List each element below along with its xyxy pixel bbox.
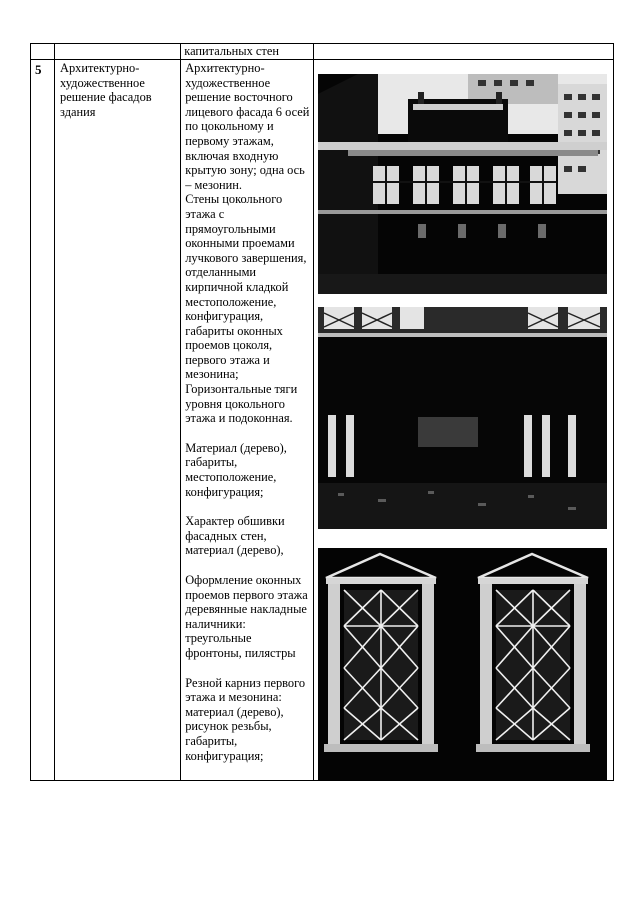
description-paragraph: Архитектурно-художественное решение восточного лицевого фасада 6 осей по цокольному и первому этажам, включая входную крытую зону; одна ось – мезонин. <box>185 61 310 192</box>
table-row-continuation <box>31 44 614 60</box>
description-paragraph: Оформление оконных проемов первого этажа деревянные накладные наличники: треугольные фронтоны, пилястры <box>185 573 308 660</box>
row-subject: Архитектурно-художественное решение фасадов здания <box>60 61 152 119</box>
description-paragraph: Характер обшивки фасадных стен, материал (дерево), <box>185 514 285 558</box>
photo-column <box>314 60 613 780</box>
description-paragraph: Резной карниз первого этажа и мезонина: материал (дерево), рисунок резьбы, габариты, конфигурация; <box>185 675 306 763</box>
row-number: 5 <box>35 62 42 77</box>
cell-photos <box>314 60 614 781</box>
cell-number <box>31 60 55 781</box>
cell-empty <box>31 44 55 60</box>
facade-building-photo <box>318 74 607 294</box>
cell-empty <box>55 44 181 60</box>
table-row-5 <box>31 60 614 781</box>
monument-features-table <box>30 43 614 781</box>
row-description <box>181 60 313 763</box>
description-paragraph: Горизонтальные тяги уровня цокольного этажа и подоконная. <box>185 382 298 426</box>
plinth-windows-photo <box>318 307 607 529</box>
continuation-text: капитальных стен <box>184 44 279 58</box>
cell-subject <box>55 60 181 781</box>
description-paragraph: Стены цокольного этажа с прямоугольными оконными проемами лучкового завершения, отделанными кирпичной кладкой местоположение, конфигурация, габариты оконных проемов цоколя, первого этажа и мезонина; <box>185 192 307 382</box>
cell-description <box>181 60 314 781</box>
cell-continuation <box>181 44 314 60</box>
description-paragraph: Материал (дерево), габариты, местоположение, конфигурация; <box>185 440 287 499</box>
window-trim-photo <box>318 548 607 780</box>
cell-empty <box>314 44 614 60</box>
